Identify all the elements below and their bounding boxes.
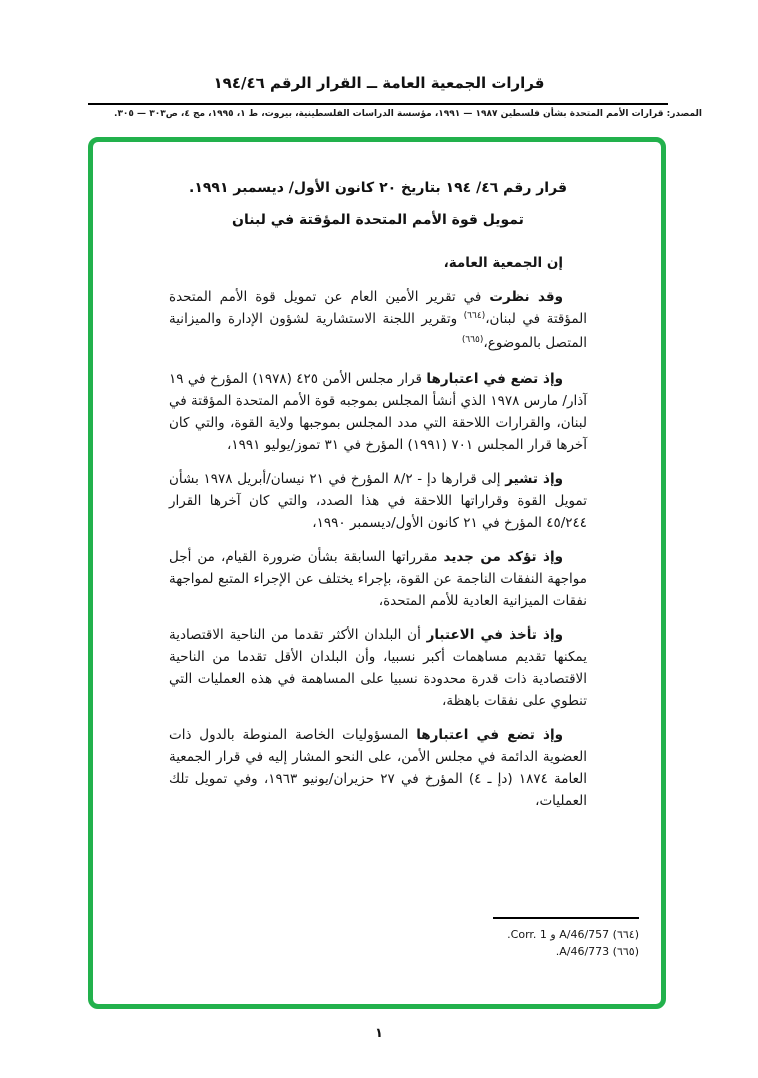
paragraph-text: المسؤوليات الخاصة المنوطة بالدول ذات العضوية الدائمة في مجلس الأمن، على النحو المشار إليه في قرار الجمعية العامة ١٨٧٤ (دإ ـ ٤) المؤرخ في ٢٧ حزيران/يونيو ١٩٦٣، وفي تمويل تلك العمليات، (169, 727, 587, 809)
resolution-paragraph (169, 468, 587, 534)
paragraph-text: وتقرير اللجنة الاستشارية لشؤون الإدارة والميزانية المتصل بالموضوع، (169, 311, 587, 351)
paragraph-text: وإذ تأخذ في الاعتبار (426, 627, 563, 643)
header-divider (88, 103, 668, 105)
paragraph-text: وإذ تضع في اعتبارها (416, 727, 563, 743)
paragraph-text: وقد نظرت (489, 289, 563, 305)
resolution-paragraph (169, 724, 587, 812)
page-number: ١ (375, 1026, 383, 1041)
footnote-reference: (٦٦٥) (461, 335, 484, 345)
footnote-divider (493, 917, 639, 919)
paragraph-text: وإذ تشير (505, 471, 563, 487)
source-line: المصدر: قرارات الأمم المتحدة بشأن فلسطين ١٩٨٧ — ١٩٩١، مؤسسة الدراسات الفلسطينية، بيروت، ط ١، ١٩٩٥، مج ٤، ص٣٠٣ — ٣٠٥. (114, 109, 702, 119)
footnote: (٦٦٤) A/46/757 و Corr. 1. (507, 928, 639, 941)
paragraph-text: إلى قرارها دإ - ٨/٢ المؤرخ في ٢١ نيسان/أبريل ١٩٧٨ بشأن تمويل القوة وقراراتها اللاحقة في هذا الصدد، والتي كان آخرها القرار ٤٥/٢٤٤ المؤرخ في ٢١ كانون الأول/ديسمبر ١٩٩٠، (169, 471, 587, 531)
paragraph-text: في تقرير الأمين العام عن تمويل قوة الأمم المتحدة المؤقتة في لبنان، (169, 289, 588, 327)
paragraph-text: قرار مجلس الأمن ٤٢٥ (١٩٧٨) المؤرخ في ١٩ آذار/ مارس ١٩٧٨ الذي أنشأ المجلس بموجبه قوة الأمم المتحدة المؤقتة في لبنان، والقرارات اللاحقة التي مدد المجلس بموجبها ولاية القوة، والتي كان آخرها قرار المجلس ٧٠١ (١٩٩١) المؤرخ في ٣١ تموز/يوليو ١٩٩١، (169, 371, 587, 453)
paragraph-text: أن البلدان الأكثر تقدما من الناحية الاقتصادية يمكنها تقديم مساهمات أكبر نسبيا، وأن البلدان الأقل تقدما من الناحية الاقتصادية ذات قدرة محدودة نسبيا على المساهمة في هذه العمليات التي تنطوي على نفقات باهظة، (169, 627, 587, 709)
resolution-paragraphs (169, 252, 587, 812)
paragraph-text: إن الجمعية العامة، (443, 255, 563, 271)
resolution-paragraph (169, 546, 587, 612)
paragraph-text: وإذ تضع في اعتبارها (426, 371, 563, 387)
resolution-paragraph (169, 286, 587, 356)
resolution-body (169, 180, 587, 824)
resolution-title: قرار رقم ٤٦/ ١٩٤ بتاريخ ٢٠ كانون الأول/ ديسمبر ١٩٩١. (189, 180, 567, 196)
paragraph-text: وإذ تؤكد من جديد (443, 549, 563, 565)
resolution-paragraph (169, 252, 587, 274)
footnote-list (115, 926, 639, 960)
footnote-block (107, 917, 647, 960)
document-frame (88, 137, 666, 1009)
resolution-subtitle: تمويل قوة الأمم المتحدة المؤقتة في لبنان (232, 212, 524, 228)
paragraph-text: مقرراتها السابقة بشأن ضرورة القيام، من أجل مواجهة النفقات الناجمة عن القوة، بإجراء يختلف عن الإجراء المتبع لمواجهة نفقات الميزانية العادية للأمم المتحدة، (169, 549, 587, 609)
resolution-paragraph (169, 624, 587, 712)
footnote: (٦٦٥) A/46/773. (555, 945, 639, 958)
resolution-paragraph (169, 368, 587, 456)
footnote-reference: (٦٦٤) (463, 311, 486, 321)
page-title: قرارات الجمعية العامة ــ القرار الرقم ١٩٤/٤٦ (213, 74, 545, 92)
